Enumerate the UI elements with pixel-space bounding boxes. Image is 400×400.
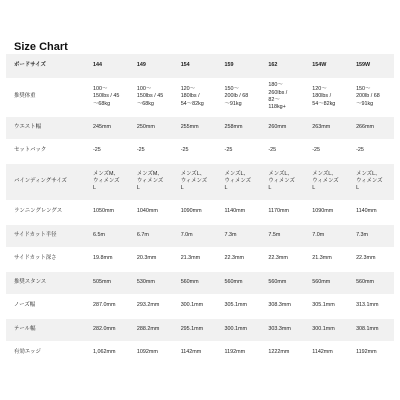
table-cell: 560mm [268,278,287,285]
table-cell: 22.3mm [224,255,245,262]
table-cell: 258mm [224,123,243,130]
table-cell: 287.0mm [93,302,116,309]
table-cell: 260mm [268,123,287,130]
table-cell: メンズM、 ウィメンズ L [93,170,120,192]
table-cell: 19.8mm [93,255,113,262]
column-header: 159 [224,62,234,69]
row-label: セットバック [14,147,47,154]
row-label: バインディングサイズ [14,177,67,184]
table-cell: 263mm [312,123,331,130]
table-cell: メンズL、 ウィメンズ L [312,170,339,192]
table-cell: 150〜 200lb / 68 〜91kg [356,86,380,107]
table-row [6,163,394,200]
column-header: 162 [268,62,278,69]
table-cell: 100〜 150lbs / 45 〜68kg [136,86,164,107]
table-row [6,247,394,271]
table-row [6,271,394,294]
table-cell: 1040mm [136,208,158,215]
table-cell: 303.3mm [268,325,291,332]
table-cell: 255mm [180,123,199,130]
table-cell: 1192mm [356,349,377,356]
table-cell: 7.5m [268,231,281,238]
table-cell: -25 [136,147,145,154]
table-cell: 150〜 200lb / 68 〜91kg [224,86,249,107]
table-cell: 505mm [93,278,111,285]
table-cell: 21.3mm [180,255,201,262]
table-row [6,200,394,224]
table-cell: 313.1mm [356,302,379,309]
table-cell: 560mm [224,278,243,285]
table-cell: 1142mm [180,349,202,356]
table-cell: 308.3mm [268,302,291,309]
table-cell: 120〜 180lbs / 54〜82kg [312,86,336,107]
table-cell: 1140mm [224,208,246,215]
table-cell: 295.1mm [180,325,204,332]
table-cell: -25 [224,147,233,154]
table-cell: 560mm [180,278,199,285]
table-header-row [6,54,394,78]
table-body [6,78,394,365]
table-cell: 7.3m [224,231,237,238]
table-cell: 560mm [356,278,375,285]
table-cell: 530mm [136,278,155,285]
table-cell: 1222mm [268,349,290,356]
table-row [6,294,394,318]
table-cell: 1192mm [224,349,246,356]
column-header: 149 [136,62,146,69]
table-cell: 1050mm [93,208,114,215]
table-cell: 21.3mm [312,255,332,262]
row-label: サイドカット半径 [14,231,57,238]
column-header: 154W [312,62,327,69]
table-cell: 300.1mm [224,325,248,332]
table-row [6,78,394,116]
table-cell: 1092mm [136,349,158,356]
table-cell: -25 [356,147,364,154]
table-cell: 1090mm [312,208,334,215]
table-cell: -25 [180,147,189,154]
row-label: ランニングレングス [14,208,63,215]
row-label: 有効エッジ [14,349,41,356]
table-cell: 180〜 260lbs / 82〜 118kg+ [268,82,288,111]
column-header: 144 [93,62,102,69]
table-cell: 22.3mm [356,255,376,262]
table-cell: 1140mm [356,208,377,215]
table-cell: -25 [312,147,321,154]
column-header: 159W [356,62,371,69]
table-cell: -25 [93,147,101,154]
table-cell: 250mm [136,123,155,130]
column-header: 154 [180,62,190,69]
table-cell: 1170mm [268,208,289,215]
table-cell: 560mm [312,278,331,285]
row-label: サイドカット深さ [14,255,57,262]
table-cell: 300.1mm [312,325,335,332]
table-cell: 282.0mm [93,325,116,332]
table-cell: -25 [268,147,277,154]
table-cell: メンズL、 ウィメンズ L [224,170,251,192]
table-cell: 1,062mm [93,349,116,356]
header-label: ボードサイズ [14,62,46,69]
table-cell: 305.1mm [312,302,335,309]
table-cell: メンズM、 ウィメンズ L [136,170,164,192]
page-title: Size Chart [14,41,68,53]
table-row [6,139,394,163]
table-cell: 7.0m [180,231,193,238]
row-label: 推奨体重 [14,93,36,100]
table-row [6,224,394,247]
table-cell: 7.3m [356,231,369,238]
table-cell: 1142mm [312,349,333,356]
table-cell: 6.7m [136,231,149,238]
table-cell: 305.1mm [224,302,248,309]
row-label: ノーズ幅 [14,302,36,309]
size-chart-table [6,54,394,366]
table-cell: 1090mm [180,208,202,215]
table-row [6,341,394,365]
row-label: テール幅 [14,325,36,332]
table-cell: 308.1mm [356,325,379,332]
table-cell: 300.1mm [180,302,204,309]
table-cell: 288.2mm [136,325,160,332]
row-label: ウエスト幅 [14,123,41,130]
table-cell: メンズL、 ウィメンズ L [180,170,208,192]
row-label: 推奨スタンス [14,278,47,285]
table-cell: 293.2mm [136,302,160,309]
table-cell: 245mm [93,123,111,130]
table-cell: 120〜 180lbs / 54〜82kg [180,86,204,107]
table-row [6,116,394,139]
table-cell: 20.3mm [136,255,157,262]
table-cell: 22.3mm [268,255,288,262]
table-row [6,318,394,341]
table-cell: メンズL、 ウィメンズ L [356,170,383,192]
table-cell: メンズL、 ウィメンズ L [268,170,295,192]
table-cell: 6.5m [93,231,105,238]
table-cell: 266mm [356,123,375,130]
table-cell: 7.0m [312,231,325,238]
table-cell: 100〜 150lbs / 45 〜68kg [93,86,120,107]
